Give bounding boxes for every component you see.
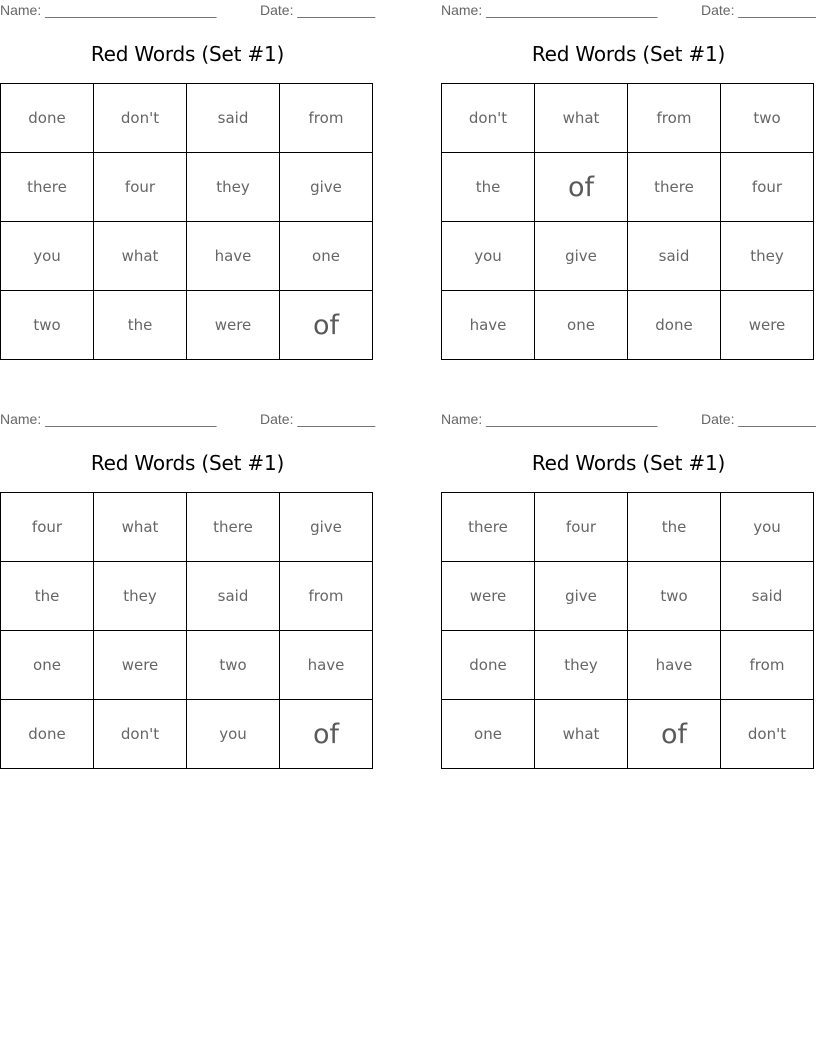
grid-cell: the — [1, 562, 94, 631]
grid-row — [1, 291, 373, 360]
grid-cell: from — [280, 562, 373, 631]
grid-cell-highlight: of — [280, 700, 373, 769]
grid-cell: you — [1, 222, 94, 291]
grid-cell: four — [1, 493, 94, 562]
grid-cell: they — [535, 631, 628, 700]
grid-cell: four — [721, 153, 814, 222]
word-grid — [0, 492, 373, 769]
grid-cell: give — [280, 153, 373, 222]
grid-cell: have — [442, 291, 535, 360]
grid-cell: you — [187, 700, 280, 769]
grid-cell: give — [535, 562, 628, 631]
grid-cell: said — [721, 562, 814, 631]
grid-cell: there — [1, 153, 94, 222]
grid-cell: have — [280, 631, 373, 700]
grid-cell: were — [94, 631, 187, 700]
grid-cell: there — [628, 153, 721, 222]
card-header — [0, 411, 375, 429]
grid-row — [442, 700, 814, 769]
grid-cell: done — [442, 631, 535, 700]
grid-cell-highlight: of — [535, 153, 628, 222]
grid-cell: they — [94, 562, 187, 631]
grid-row — [442, 222, 814, 291]
grid-cell: have — [628, 631, 721, 700]
grid-cell-highlight: of — [628, 700, 721, 769]
grid-cell: don't — [94, 84, 187, 153]
name-field-label: Name: ______________________ — [0, 411, 217, 427]
grid-cell: were — [721, 291, 814, 360]
grid-cell: were — [442, 562, 535, 631]
grid-row — [1, 493, 373, 562]
grid-cell: don't — [721, 700, 814, 769]
grid-cell: there — [187, 493, 280, 562]
grid-row — [442, 562, 814, 631]
grid-row — [1, 153, 373, 222]
grid-cell: give — [535, 222, 628, 291]
grid-cell: the — [628, 493, 721, 562]
grid-cell: the — [442, 153, 535, 222]
grid-cell: one — [280, 222, 373, 291]
grid-row — [442, 291, 814, 360]
grid-cell: there — [442, 493, 535, 562]
grid-cell: don't — [442, 84, 535, 153]
grid-cell: you — [442, 222, 535, 291]
word-grid — [441, 83, 814, 360]
grid-row — [442, 631, 814, 700]
card-header — [0, 2, 375, 20]
grid-cell: done — [628, 291, 721, 360]
grid-cell: two — [628, 562, 721, 631]
grid-cell: what — [535, 84, 628, 153]
grid-row — [1, 631, 373, 700]
grid-cell: one — [1, 631, 94, 700]
name-field-label: Name: ______________________ — [441, 2, 658, 18]
card-title: Red Words (Set #1) — [531, 451, 726, 475]
card-title: Red Words (Set #1) — [90, 42, 285, 66]
grid-cell: said — [187, 84, 280, 153]
grid-cell-highlight: of — [280, 291, 373, 360]
grid-row — [442, 153, 814, 222]
grid-cell: were — [187, 291, 280, 360]
grid-cell: one — [442, 700, 535, 769]
grid-cell: from — [280, 84, 373, 153]
grid-cell: two — [1, 291, 94, 360]
date-field-label: Date: __________ — [260, 2, 376, 18]
grid-cell: what — [94, 222, 187, 291]
card-header — [441, 2, 816, 20]
card-title: Red Words (Set #1) — [90, 451, 285, 475]
word-grid — [0, 83, 373, 360]
grid-cell: what — [535, 700, 628, 769]
word-grid — [441, 492, 814, 769]
grid-cell: four — [94, 153, 187, 222]
name-field-label: Name: ______________________ — [441, 411, 658, 427]
card-header — [441, 411, 816, 429]
grid-cell: give — [280, 493, 373, 562]
grid-cell: from — [628, 84, 721, 153]
grid-cell: what — [94, 493, 187, 562]
grid-cell: don't — [94, 700, 187, 769]
grid-row — [1, 222, 373, 291]
grid-cell: done — [1, 700, 94, 769]
grid-cell: said — [187, 562, 280, 631]
date-field-label: Date: __________ — [701, 411, 816, 427]
grid-row — [1, 700, 373, 769]
grid-cell: four — [535, 493, 628, 562]
grid-cell: you — [721, 493, 814, 562]
card-title: Red Words (Set #1) — [531, 42, 726, 66]
grid-cell: the — [94, 291, 187, 360]
grid-cell: done — [1, 84, 94, 153]
date-field-label: Date: __________ — [701, 2, 816, 18]
grid-row — [1, 84, 373, 153]
grid-row — [1, 562, 373, 631]
grid-cell: said — [628, 222, 721, 291]
date-field-label: Date: __________ — [260, 411, 376, 427]
name-field-label: Name: ______________________ — [0, 2, 217, 18]
grid-cell: one — [535, 291, 628, 360]
grid-cell: they — [187, 153, 280, 222]
grid-cell: two — [721, 84, 814, 153]
grid-cell: have — [187, 222, 280, 291]
grid-cell: two — [187, 631, 280, 700]
grid-row — [442, 84, 814, 153]
grid-row — [442, 493, 814, 562]
grid-cell: they — [721, 222, 814, 291]
grid-cell: from — [721, 631, 814, 700]
